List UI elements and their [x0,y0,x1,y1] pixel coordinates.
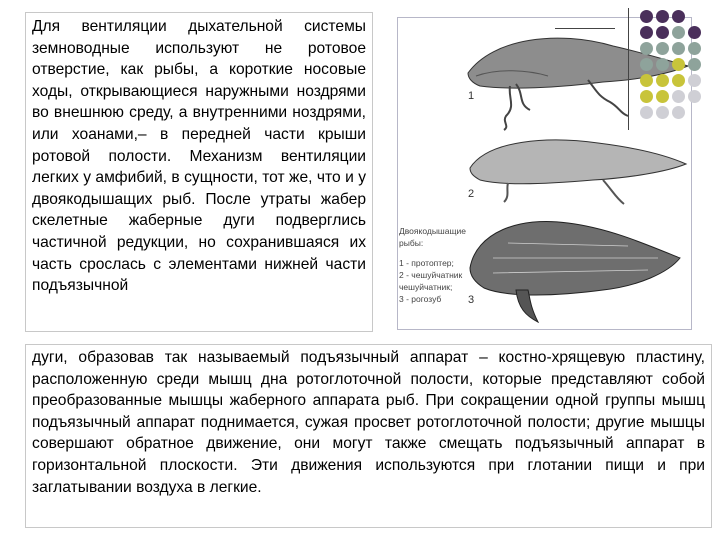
decorative-dot [672,74,685,87]
top-paragraph: Для вентиляции дыхательной системы земноводные используют не ротовое отверстие, как рыбы, а короткие носовые ходы, открывающиеся наружными ноздрями во внешнюю среду, а внутренними ноздрями, или хоанами,– в передней части крыши ротовой полости. Механизм вентиляции легких у амфибий, в сущности, тот же, что и у двоякодышащих рыб. После утраты жабер скелетные жаберные дуги подверглись частичной редукции, но сохранившаяся их часть срослась с элементами нижней части подъязычной [32,18,366,295]
decorative-dot [656,42,669,55]
top-text-box [25,12,373,332]
decorative-dot [688,58,701,71]
legend-line: 1 - протоптер; [399,258,454,268]
decorative-dot [672,42,685,55]
decorative-dot [640,58,653,71]
decorative-dot [688,90,701,103]
decorative-dot [656,58,669,71]
figure-number-3: 3 [468,294,475,306]
bottom-text-box [25,344,712,528]
figure-number-1: 1 [468,90,475,102]
decorative-horizontal-line [555,28,615,29]
decorative-dot [688,42,701,55]
decorative-dot [656,90,669,103]
decorative-dot [640,90,653,103]
decorative-dot [688,26,701,39]
decorative-dot [656,26,669,39]
decorative-dot [640,26,653,39]
decorative-dot [640,106,653,119]
decorative-dot [688,74,701,87]
decorative-dot [672,106,685,119]
decorative-vertical-line [628,8,629,130]
fish-lepidosiren [470,140,686,204]
decorative-dot [640,74,653,87]
figure-number-2: 2 [468,188,475,200]
decorative-dot [656,74,669,87]
fish-protopterus [468,38,688,130]
decorative-dot [656,10,669,23]
bottom-paragraph: дуги, образовав так называемый подъязычный аппарат – костно-хрящевую пластину, расположенную среди мышц дна ротоглоточной полости, которые представляют собой преобразованные мышцы жаберного аппарата рыб. При сокращении одной группы мышц подъязычный аппарат поднимается, сужая просвет ротоглоточной полости; другие мышцы совершают обратное движение, они могут также смещать подъязычный аппарат в горизонтальной плоскости. Эти движения используются при глотании пищи и при заглатывании воздуха в легкие. [32,349,705,496]
decorative-dot [640,42,653,55]
decorative-dot [672,58,685,71]
decorative-dot [672,10,685,23]
decorative-dot [672,26,685,39]
legend-line: рыбы: [399,238,424,248]
fish-neoceratodus [470,221,680,322]
legend-line: 3 - рогозуб [399,294,442,304]
legend-line: Двоякодышащие [399,226,466,236]
legend-line: чешуйчатник; [399,282,453,292]
legend-line: 2 - чешуйчатник [399,270,463,280]
decorative-dot [672,90,685,103]
decorative-dot [640,10,653,23]
decorative-dot [656,106,669,119]
